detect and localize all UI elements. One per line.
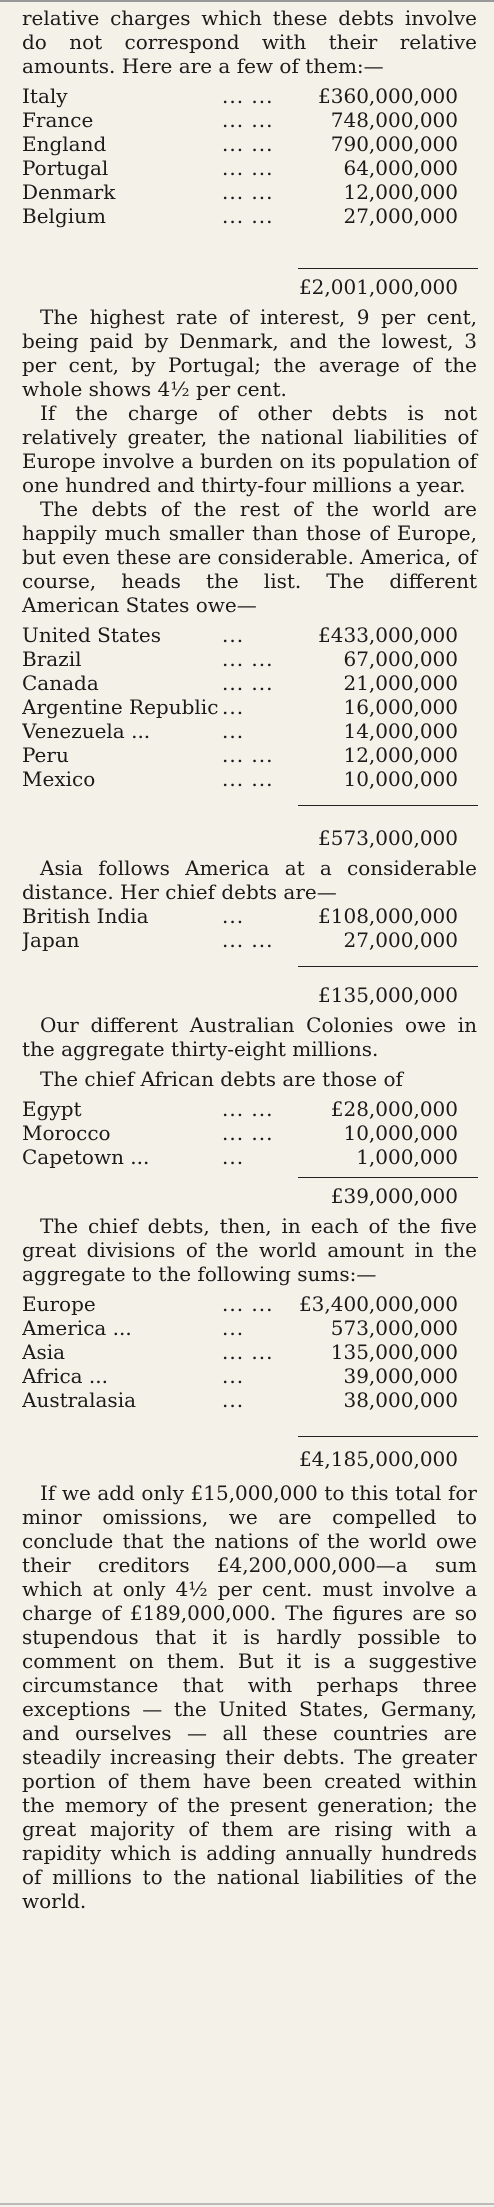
debt-amount: 12,000,000 — [343, 743, 458, 767]
africa-debt-table — [22, 1097, 477, 1169]
region-name: America ... — [22, 1316, 132, 1340]
leader-dots: ... — [222, 1388, 245, 1412]
asia-debt-table — [22, 904, 477, 952]
country-name: Italy — [22, 84, 68, 108]
debt-amount: £3,400,000,000 — [298, 1292, 458, 1316]
paragraph-australia: Our different Australian Colonies owe in the aggregate thirty-eight millions. — [22, 1013, 477, 1061]
leader-dots: ... ... — [222, 180, 274, 204]
leader-dots: ... — [222, 695, 245, 719]
debt-amount: 1,000,000 — [356, 1145, 458, 1169]
table-row — [22, 928, 477, 952]
debt-amount: 790,000,000 — [330, 132, 458, 156]
country-name: France — [22, 108, 94, 132]
table-row — [22, 767, 477, 791]
country-name: Portugal — [22, 156, 109, 180]
table-row — [22, 719, 477, 743]
country-name: Morocco — [22, 1121, 111, 1145]
paragraph-america-intro: The debts of the rest of the world are happily much smaller than those of Europe, but even these are considerable. America, of course, heads the list. The different American States owe— — [22, 497, 477, 617]
leader-dots: ... ... — [222, 108, 274, 132]
debt-amount: 64,000,000 — [343, 156, 458, 180]
table-row — [22, 695, 477, 719]
asia-total: £135,000,000 — [318, 983, 458, 1007]
america-total: £573,000,000 — [318, 826, 458, 850]
leader-dots: ... ... — [222, 1097, 274, 1121]
region-name: Asia — [22, 1340, 66, 1364]
table-row — [22, 1097, 477, 1121]
paragraph-asia-intro: Asia follows America at a considerable distance. Her chief debts are— — [22, 856, 477, 904]
table-row — [22, 1145, 477, 1169]
table-row — [22, 671, 477, 695]
table-row — [22, 1292, 477, 1316]
debt-amount: 27,000,000 — [343, 928, 458, 952]
paragraph-burden: If the charge of other debts is not relatively greater, the national liabilities of Europe involve a burden on its population of one hundred and thirty-four millions a year. — [22, 401, 477, 497]
region-name: Africa ... — [22, 1364, 109, 1388]
debt-amount: £360,000,000 — [318, 84, 458, 108]
table-row — [22, 1316, 477, 1340]
country-name: England — [22, 132, 107, 156]
debt-amount: 14,000,000 — [343, 719, 458, 743]
paragraph-intro: relative charges which these debts involve do not correspond with their relative amounts. Here are a few of them:— — [22, 6, 477, 78]
debt-amount: 10,000,000 — [343, 1121, 458, 1145]
table-row — [22, 156, 477, 180]
debt-amount: 27,000,000 — [343, 204, 458, 228]
country-name: Canada — [22, 671, 99, 695]
debt-amount: 67,000,000 — [343, 647, 458, 671]
leader-dots: ... ... — [222, 156, 274, 180]
leader-dots: ... — [222, 1316, 245, 1340]
leader-dots: ... ... — [222, 84, 274, 108]
leader-dots: ... ... — [222, 1292, 274, 1316]
sum-rule — [298, 1177, 478, 1178]
country-name: Japan — [22, 928, 80, 952]
debt-amount: 10,000,000 — [343, 767, 458, 791]
debt-amount: 16,000,000 — [343, 695, 458, 719]
leader-dots: ... ... — [222, 204, 274, 228]
top-rule — [0, 0, 494, 2]
table-row — [22, 84, 477, 108]
world-debt-table — [22, 1292, 477, 1412]
country-name: Peru — [22, 743, 69, 767]
country-name: Capetown ... — [22, 1145, 150, 1169]
paragraph-conclusion: If we add only £15,000,000 to this total for minor omissions, we are compelled to conclude that the nations of the world owe their creditors £4,200,000,000—a sum which at only 4½ per cent. must involve a charge of £189,000,000. The figures are so stupendous that it is hardly possible to comment on them. But it is a suggestive circumstance that with perhaps three exceptions — the United States, Germany, and ourselves — all these countries are steadily increasing their debts. The greater portion of them have been created within the memory of the present generation; the great majority of them are rising with a rapidity which is adding annually hundreds of millions to the national liabilities of the world. — [22, 1481, 477, 1913]
leader-dots: ... ... — [222, 647, 274, 671]
table-row — [22, 1364, 477, 1388]
debt-amount: £108,000,000 — [318, 904, 458, 928]
sum-rule — [298, 966, 478, 967]
africa-total: £39,000,000 — [330, 1184, 458, 1208]
leader-dots: ... ... — [222, 743, 274, 767]
europe-total: £2,001,000,000 — [298, 275, 458, 299]
country-name: Venezuela ... — [22, 719, 151, 743]
leader-dots: ... ... — [222, 132, 274, 156]
paragraph-aggregate-intro: The chief debts, then, in each of the five great divisions of the world amount in the aggregate to the following sums:— — [22, 1214, 477, 1286]
country-name: Brazil — [22, 647, 82, 671]
leader-dots: ... — [222, 1364, 245, 1388]
table-row — [22, 132, 477, 156]
sum-rule — [298, 268, 478, 269]
leader-dots: ... ... — [222, 1121, 274, 1145]
region-name: Europe — [22, 1292, 96, 1316]
debt-amount: 135,000,000 — [330, 1340, 458, 1364]
america-debt-table — [22, 623, 477, 791]
table-row — [22, 647, 477, 671]
debt-amount: 38,000,000 — [343, 1388, 458, 1412]
table-row — [22, 180, 477, 204]
country-name: British India — [22, 904, 149, 928]
world-total: £4,185,000,000 — [298, 1447, 458, 1471]
leader-dots: ... ... — [222, 1340, 274, 1364]
leader-dots: ... ... — [222, 767, 274, 791]
leader-dots: ... — [222, 904, 245, 928]
paragraph-africa-intro: The chief African debts are those of — [40, 1067, 403, 1091]
table-row — [22, 204, 477, 228]
europe-debt-table — [22, 84, 477, 228]
table-row — [22, 623, 477, 647]
sum-rule — [298, 1436, 478, 1437]
debt-amount: 12,000,000 — [343, 180, 458, 204]
country-name: Denmark — [22, 180, 116, 204]
bottom-rule — [0, 2203, 494, 2205]
table-row — [22, 108, 477, 132]
region-name: Australasia — [22, 1388, 137, 1412]
leader-dots: ... ... — [222, 928, 274, 952]
country-name: Belgium — [22, 204, 106, 228]
leader-dots: ... ... — [222, 671, 274, 695]
debt-amount: 748,000,000 — [330, 108, 458, 132]
sum-rule — [298, 805, 478, 806]
leader-dots: ... — [222, 719, 245, 743]
table-row — [22, 904, 477, 928]
table-row — [22, 1340, 477, 1364]
leader-dots: ... — [222, 1145, 245, 1169]
country-name: Mexico — [22, 767, 96, 791]
country-name: Egypt — [22, 1097, 82, 1121]
country-name: United States — [22, 623, 161, 647]
paragraph-interest: The highest rate of interest, 9 per cent, being paid by Denmark, and the lowest, 3 per cent, by Portugal; the average of the whole shows 4½ per cent. — [22, 305, 477, 401]
table-row — [22, 743, 477, 767]
leader-dots: ... — [222, 623, 245, 647]
debt-amount: £433,000,000 — [318, 623, 458, 647]
table-row — [22, 1121, 477, 1145]
country-name: Argentine Republic — [22, 695, 219, 719]
article-column — [22, 6, 477, 1913]
debt-amount: £28,000,000 — [330, 1097, 458, 1121]
debt-amount: 39,000,000 — [343, 1364, 458, 1388]
debt-amount: 573,000,000 — [330, 1316, 458, 1340]
debt-amount: 21,000,000 — [343, 671, 458, 695]
table-row — [22, 1388, 477, 1412]
